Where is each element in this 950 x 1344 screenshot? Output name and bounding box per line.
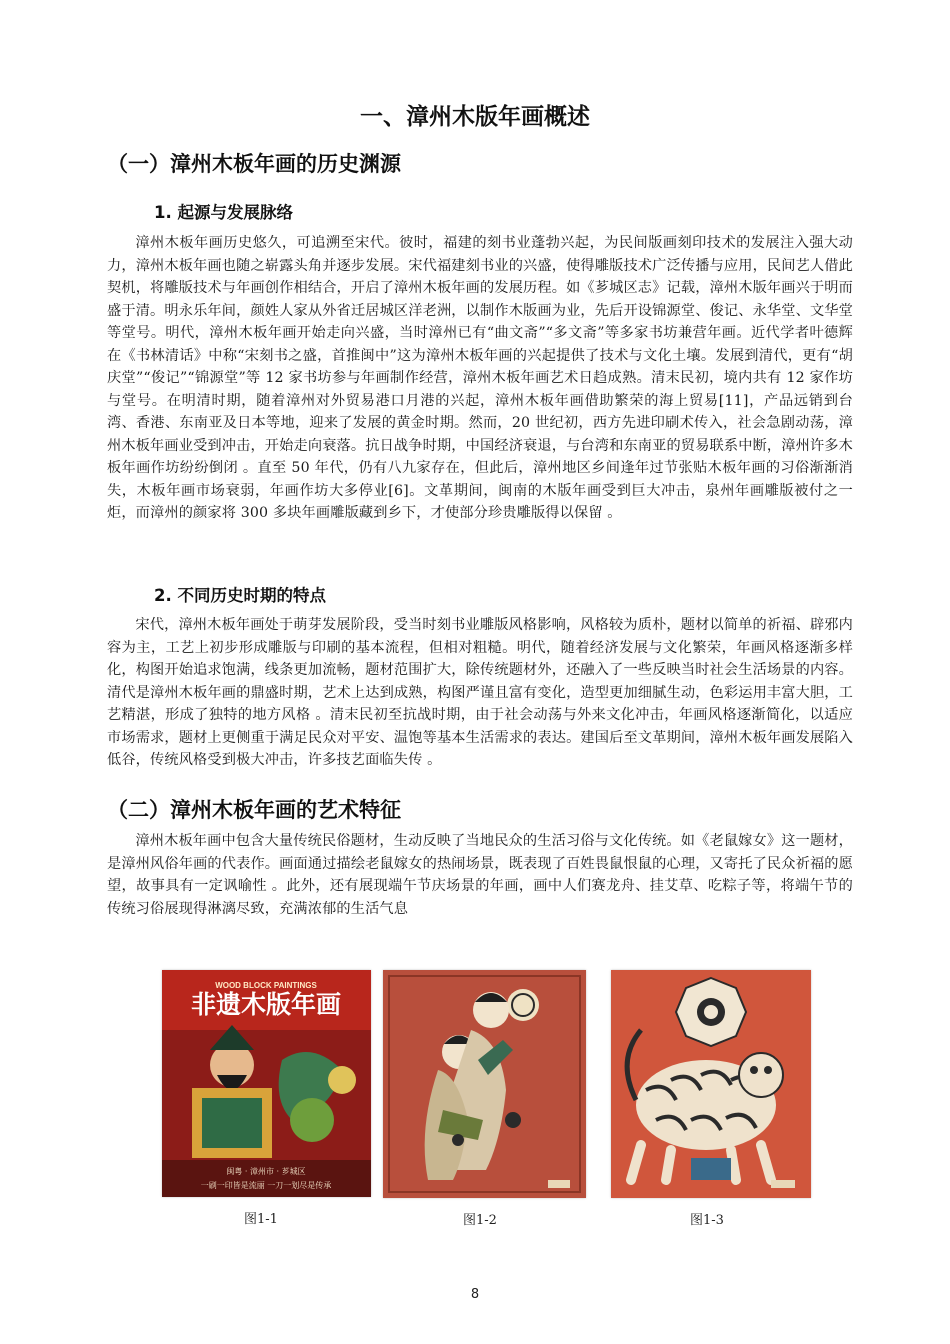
figure-1-1-caption: 图1-1 xyxy=(244,1212,278,1227)
poster-location: 闽粤 · 漳州市 · 芗城区 xyxy=(226,1167,306,1176)
paragraph-origin-development: 漳州木板年画历史悠久，可追溯至宋代。彼时，福建的刻书业蓬勃兴起，为民间版画刻印技术的发展注入强大动力，漳州木板年画也随之崭露头角并逐步发展。宋代福建刻书业的兴盛，使得雕版技术广泛传播与应用，民间艺人借此契机，将雕版技术与年画创作相结合，开启了漳州木板年画的发展历程。如《芗城区志》记载，漳州木版年画兴于明而盛于清。明永乐年间，颜姓人家从外省迁居城区洋老洲，以制作木版画为业，先后开设锦源堂、俊记、永华堂、文华堂等堂号。明代，漳州木板年画开始走向兴盛，当时漳州已有“曲文斋”“多文斋”等多家书坊兼营年画。近代学者叶德辉在《书林清话》中称“宋刻书之盛，首推闽中”这为漳州木板年画的兴起提供了技术与文化土壤。发展到清代，更有“胡庆堂”“俊记”“锦源堂”等 12 家书坊参与年画制作经营，漳州木板年画艺术日趋成熟。清末民初，境内共有 12 家作坊与堂号。在明清时期，随着漳州对外贸易港口月港的兴起，漳州木板年画借助繁荣的海上贸易[11]，产品远销到台湾、香港、东南亚及日本等地，迎来了发展的黄金时期。然而，20 世纪初，西方先进印刷术传入，社会急剧动荡，漳州木板年画业受到冲击，开始走向衰落。抗日战争时期，中国经济衰退，与台湾和东南亚的贸易联系中断，漳州许多木板年画作坊纷纷倒闭 。直至 50 年代，仍有八九家存在，但此后，漳州地区乡间逢年过节张贴木板年画的习俗渐渐消失，木板年画市场衰弱，年画作坊大多停业[6]。文革期间，闽南的木版年画受到巨大冲击，泉州年画雕版被付之一炬，而漳州的颜家将 300 多块年画雕版藏到乡下，才使部分珍贵雕版得以保留 。 xyxy=(107,235,853,521)
page-number: 8 xyxy=(470,1287,480,1302)
poster-title: 非遗木版年画 xyxy=(190,990,342,1019)
figure-1-2-image xyxy=(383,970,586,1198)
poster-top-label: WOOD BLOCK PAINTINGS xyxy=(215,981,317,990)
section-title: 一、漳州木版年画概述 xyxy=(360,104,590,130)
heading-origin-development: 1. 起源与发展脉络 xyxy=(154,203,293,222)
subsection-title-art-features: （二）漳州木板年画的艺术特征 xyxy=(107,798,401,822)
figure-1-1-image xyxy=(162,970,371,1197)
heading-period-features: 2. 不同历史时期的特点 xyxy=(154,586,326,605)
paragraph-art-features: 漳州木板年画中包含大量传统民俗题材，生动反映了当地民众的生活习俗与文化传统。如《老鼠嫁女》这一题材，是漳州风俗年画的代表作。画面通过描绘老鼠嫁女的热闹场景，既表现了百姓畏鼠恨鼠的心理，又寄托了民众祈福的愿望，故事具有一定讽喻性 。此外，还有展现端午节庆场景的年画，画中人们赛龙舟、挂艾草、吃粽子等，将端午节的传统习俗展现得淋漓尽致，充满浓郁的生活气息 xyxy=(107,833,853,917)
poster-slogan: 一刷一印皆是流丽 一刀一划尽是传承 xyxy=(200,1181,332,1190)
figure-1-2-caption: 图1-2 xyxy=(463,1213,497,1228)
children-painting-illustration xyxy=(383,970,586,1198)
subsection-title-history: （一）漳州木板年画的历史渊源 xyxy=(107,152,401,176)
paragraph-period-features: 宋代，漳州木板年画处于萌芽发展阶段，受当时刻书业雕版风格影响，风格较为质朴，题材以简单的祈福、辟邪内容为主，工艺上初步形成雕版与印刷的基本流程，但相对粗糙。明代，随着经济发展与文化繁荣，年画风格逐渐多样化，构图开始追求饱满，线条更加流畅，题材范围扩大，除传统题材外，还融入了一些反映当时社会生活场景的内容。清代是漳州木板年画的鼎盛时期，艺术上达到成熟，构图严谨且富有变化，造型更加细腻生动，色彩运用丰富大胆，工艺精湛，形成了独特的地方风格 。清末民初至抗战时期，由于社会动荡与外来文化冲击，年画风格逐渐简化，以适应市场需求，题材上更侧重于满足民众对平安、温饱等基本生活需求的表达。建国后至文革期间，漳州木板年画发展陷入低谷，传统风格受到极大冲击，许多技艺面临失传 。 xyxy=(107,617,853,768)
figure-1-3-image xyxy=(611,970,811,1198)
tiger-painting-illustration xyxy=(611,970,811,1198)
figure-1-3-caption: 图1-3 xyxy=(690,1213,724,1228)
poster-illustration xyxy=(162,970,371,1197)
